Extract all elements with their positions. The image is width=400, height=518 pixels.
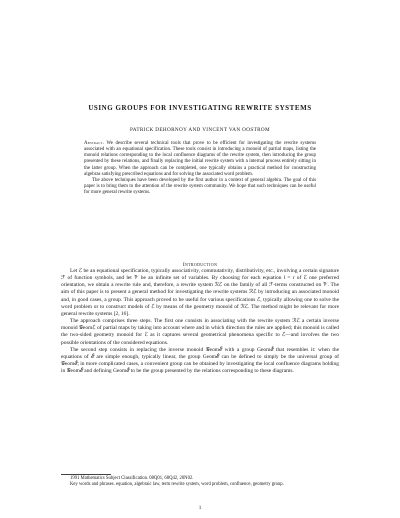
footnotes xyxy=(61,476,339,488)
abstract-paragraph-1 xyxy=(84,141,316,178)
paper-title: USING GROUPS FOR INVESTIGATING REWRITE SYSTEMS xyxy=(88,104,312,112)
footnote-rule xyxy=(61,474,111,475)
body-text xyxy=(61,268,339,375)
page-number: 1 xyxy=(198,505,202,511)
body-paragraph-3: The second step consists in replacing the inverse monoid 𝒢eomℰ with a group Geomℰ that resembles it: when the equations of ℰ are simple enough, typically linear, the group Geomℰ can be defined to simply be the universal group of 𝒢eomℰ; in more complicated cases, a convenient group can be obtained by investigating the local confluence diagrams holding in 𝒢eomℰ and defining Geomℰ to be the group presented by the relations corresponding to these diagrams. xyxy=(61,346,339,375)
abstract-paragraph-2: The above techniques have been developed by the first author in a context of general algebra. The goal of this paper is to bring them to the attention of the rewrite system community. We hope that such techniques can be useful for more general rewrite systems. xyxy=(84,177,316,196)
abstract-text-1: We describe several technical tools that prove to be efficient for investigating the rewrite systems associated with an equational specification. These tools consist in introducing a monoid of partial maps, listing the monoid relations corresponding to the local confluence diagrams of the rewrite system, then introducing the group presented by these relations, and finally replacing the initial rewrite system with a internal process entirely sitting in the latter group. When the approach can be completed, one typically obtains a practical method for constructing algebras satisfying prescribed equations and for solving the associated word problem. xyxy=(84,141,316,177)
abstract-heading: Abstract. xyxy=(84,141,105,146)
section-heading-introduction: Introduction xyxy=(182,262,218,268)
body-paragraph-2: The approach comprises three steps. The first one consists in associating with the rewrite system ℛℰ a certain inverse monoid 𝒢eomℰ of partial maps by taking into account where and in which direction the rules are applied; this monoid is called the two-sided geometry monoid for ℰ as it captures several geometrical phenomena specific to ℰ—and involves the two possible orientations of the considered equations. xyxy=(61,318,339,346)
body-paragraph-1: Let ℰ be an equational specification, typically associativity, commutativity, distributivity, etc., involving a certain signature ℱ of function symbols, and let 𝒱 be an infinite set of variables. By choosing for each equation l = r of ℰ one preferred orientation, we obtain a rewrite rule and, therefore, a rewrite system ℛℰ on the family of all ℱ-terms constructed on 𝒱. The aim of this paper is to present a general method for investigating the rewrite systems ℛℰ by introducing an associated monoid and, in good cases, a group. This approach proved to be useful for various specifications ℰ, typically allowing one to solve the word problem or to construct models of ℰ by means of the geometry monoid of ℛℰ. The method might be relevant for more general rewrite systems [2, 16]. xyxy=(61,268,339,317)
paper-authors: PATRICK DEHORNOY AND VINCENT VAN OOSTROM xyxy=(130,127,270,133)
abstract xyxy=(84,141,316,196)
footnote-keywords: Key words and phrases. equation, algebraic law, term rewrite system, word problem, confluence, geometry group. xyxy=(70,481,284,487)
footnote-classification: 1991 Mathematics Subject Classification. 08Q01, 68Q42, 20N02. xyxy=(70,476,194,481)
